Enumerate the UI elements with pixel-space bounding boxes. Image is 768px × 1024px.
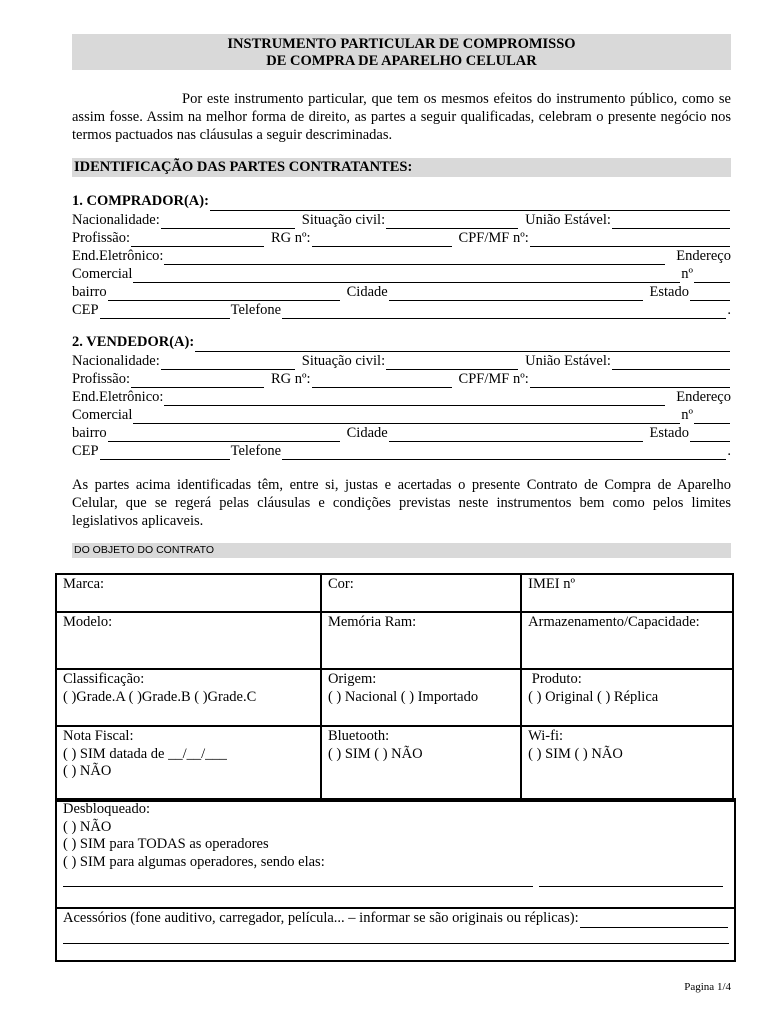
label-estado: Estado [649, 284, 689, 300]
label-cpf: CPF/MF nº: [458, 371, 529, 387]
comprador-estado-field[interactable] [690, 288, 730, 301]
label-bairro: bairro [72, 284, 107, 300]
comprador-situacao-civil-field[interactable] [386, 216, 518, 229]
comprador-heading: 1. COMPRADOR(A): [72, 193, 209, 209]
label-numero: nº [681, 407, 693, 423]
acessorios-label: Acessórios (fone auditivo, carregador, película... – informar se são originais ou réplicas): [63, 910, 579, 926]
label-estado: Estado [649, 425, 689, 441]
vendedor-row-5 [72, 424, 731, 442]
label-profissao: Profissão: [72, 230, 130, 246]
vendedor-telefone-field[interactable] [282, 447, 726, 460]
title-line-2: DE COMPRA DE APARELHO CELULAR [266, 53, 537, 69]
bluetooth-options[interactable]: ( ) SIM ( ) NÃO [327, 745, 423, 762]
vendedor-row-1 [72, 352, 731, 370]
label-cidade: Cidade [346, 425, 388, 441]
comprador-cidade-field[interactable] [389, 288, 643, 301]
operadoras-lines [63, 875, 729, 887]
comprador-profissao-field[interactable] [131, 234, 264, 247]
bluetooth-label: Bluetooth: [327, 728, 390, 744]
label-situacao-civil: Situação civil: [301, 212, 386, 228]
vendedor-numero-field[interactable] [694, 411, 730, 424]
wifi-cell [521, 726, 733, 801]
vendedor-row-6 [72, 442, 731, 460]
comprador-row-2 [72, 229, 731, 247]
section-identification-heading: IDENTIFICAÇÃO DAS PARTES CONTRATANTES: [72, 158, 731, 177]
page-number: Pagina 1/4 [684, 981, 731, 993]
label-end-eletronico: End.Eletrônico: [72, 248, 164, 264]
vendedor-name-field[interactable] [195, 339, 730, 352]
vendedor-heading-row [72, 332, 731, 352]
comprador-numero-field[interactable] [694, 270, 730, 283]
acessorios-box [55, 907, 736, 962]
title-line-1: INSTRUMENTO PARTICULAR DE COMPROMISSO [227, 36, 576, 52]
acessorios-field[interactable] [580, 915, 728, 928]
label-situacao-civil: Situação civil: [301, 353, 386, 369]
armazenamento-cell[interactable] [521, 612, 733, 669]
produto-options[interactable]: ( ) Original ( ) Réplica [528, 688, 659, 705]
comprador-heading-row [72, 191, 731, 211]
table-row [56, 726, 733, 801]
armazenamento-label: Armazenamento/Capacidade: [528, 614, 700, 630]
nota-fiscal-nao-option[interactable]: ( ) NÃO [63, 763, 112, 779]
comprador-name-field[interactable] [210, 198, 730, 211]
document-title [72, 34, 731, 70]
vendedor-estado-field[interactable] [690, 429, 730, 442]
period: . [727, 302, 731, 318]
vendedor-email-field[interactable] [164, 393, 665, 406]
nota-fiscal-label: Nota Fiscal: [63, 728, 134, 744]
outro-paragraph: As partes acima identificadas têm, entre si, justas e acertadas o presente Contrato de Compra de Aparelho Celular, que se regerá pelas cláusulas e condições previstas neste instrumentos bem como pelos limites legislativos aplicaveis. [72, 477, 731, 529]
vendedor-endereco-field[interactable] [133, 411, 680, 424]
nota-fiscal-cell [56, 726, 321, 801]
label-cidade: Cidade [346, 284, 388, 300]
modelo-cell[interactable] [56, 612, 321, 669]
label-comercial: Comercial [72, 407, 133, 423]
label-cep: CEP [72, 302, 99, 318]
origem-label: Origem: [327, 671, 377, 687]
label-rg: RG nº: [271, 230, 311, 246]
origem-options[interactable]: ( ) Nacional ( ) Importado [327, 688, 479, 705]
table-row [56, 574, 733, 612]
label-bairro: bairro [72, 425, 107, 441]
operadoras-field-1[interactable] [63, 875, 533, 887]
cor-label: Cor: [327, 576, 354, 592]
comprador-row-3 [72, 247, 731, 265]
desbloqueado-algumas-option[interactable]: ( ) SIM para algumas operadores, sendo elas: [63, 853, 325, 870]
vendedor-rg-field[interactable] [312, 375, 452, 388]
wifi-label: Wi-fi: [528, 728, 564, 744]
comprador-cpf-field[interactable] [530, 234, 730, 247]
vendedor-nacionalidade-field[interactable] [161, 357, 295, 370]
label-numero: nº [681, 266, 693, 282]
vendedor-cpf-field[interactable] [530, 375, 730, 388]
table-row [56, 612, 733, 669]
comprador-telefone-field[interactable] [282, 306, 726, 319]
label-comercial: Comercial [72, 266, 133, 282]
nota-fiscal-sim-option[interactable]: ( ) SIM datada de __/__/___ [63, 745, 227, 762]
period: . [727, 443, 731, 459]
bluetooth-cell [321, 726, 521, 801]
label-endereco: Endereço [676, 389, 731, 405]
desbloqueado-todas-option[interactable]: ( ) SIM para TODAS as operadores [63, 836, 269, 852]
label-profissao: Profissão: [72, 371, 130, 387]
produto-label: Produto: [528, 671, 582, 687]
vendedor-cep-field[interactable] [100, 447, 230, 460]
table-row [56, 669, 733, 726]
acessorios-field-2[interactable] [63, 932, 729, 944]
modelo-label: Modelo: [63, 614, 113, 630]
wifi-options[interactable]: ( ) SIM ( ) NÃO [528, 745, 623, 762]
memoria-label: Memória Ram: [327, 614, 417, 630]
vendedor-row-4 [72, 406, 731, 424]
marca-label: Marca: [63, 576, 105, 592]
vendedor-heading: 2. VENDEDOR(A): [72, 334, 195, 350]
acessorios-row [63, 910, 729, 928]
vendedor-bairro-field[interactable] [108, 429, 340, 442]
label-telefone: Telefone [230, 443, 282, 459]
vendedor-profissao-field[interactable] [131, 375, 264, 388]
object-table [55, 573, 734, 802]
origem-cell [321, 669, 521, 726]
comprador-uniao-estavel-field[interactable] [612, 216, 730, 229]
comprador-nacionalidade-field[interactable] [161, 216, 295, 229]
label-cpf: CPF/MF nº: [458, 230, 529, 246]
label-telefone: Telefone [230, 302, 282, 318]
classificacao-label: Classificação: [63, 671, 145, 687]
imei-cell[interactable] [521, 574, 733, 612]
cor-cell[interactable] [321, 574, 521, 612]
comprador-rg-field[interactable] [312, 234, 452, 247]
label-uniao-estavel: União Estável: [525, 353, 611, 369]
label-cep: CEP [72, 443, 99, 459]
comprador-row-4 [72, 265, 731, 283]
label-uniao-estavel: União Estável: [525, 212, 611, 228]
desbloqueado-label: Desbloqueado: [63, 801, 150, 817]
comprador-row-6 [72, 301, 731, 319]
vendedor-uniao-estavel-field[interactable] [612, 357, 730, 370]
vendedor-block [72, 332, 731, 460]
operadoras-field-2[interactable] [539, 875, 723, 887]
vendedor-situacao-civil-field[interactable] [386, 357, 518, 370]
desbloqueado-box [55, 798, 736, 909]
label-end-eletronico: End.Eletrônico: [72, 389, 164, 405]
intro-text: Por este instrumento particular, que tem os mesmos efeitos do instrumento público, como se assim fosse. Assim na melhor forma de direito, as partes a seguir qualificadas, celebram o presente negócio nos termos pactuados nas cláusulas a seguir descriminadas. [72, 91, 731, 143]
object-heading: DO OBJETO DO CONTRATO [72, 543, 731, 558]
label-nacionalidade: Nacionalidade: [72, 212, 160, 228]
memoria-cell[interactable] [321, 612, 521, 669]
comprador-row-1 [72, 211, 731, 229]
vendedor-row-3 [72, 388, 731, 406]
classificacao-options[interactable]: ( )Grade.A ( )Grade.B ( )Grade.C [63, 688, 257, 705]
comprador-bairro-field[interactable] [108, 288, 340, 301]
intro-paragraph [72, 90, 731, 144]
comprador-block [72, 191, 731, 319]
comprador-email-field[interactable] [164, 252, 665, 265]
comprador-cep-field[interactable] [100, 306, 230, 319]
label-nacionalidade: Nacionalidade: [72, 353, 160, 369]
comprador-endereco-field[interactable] [133, 270, 680, 283]
label-rg: RG nº: [271, 371, 311, 387]
label-endereco: Endereço [676, 248, 731, 264]
imei-label: IMEI nº [528, 576, 575, 592]
produto-cell [521, 669, 733, 726]
marca-cell[interactable] [56, 574, 321, 612]
classificacao-cell [56, 669, 321, 726]
vendedor-cidade-field[interactable] [389, 429, 643, 442]
comprador-row-5 [72, 283, 731, 301]
vendedor-row-2 [72, 370, 731, 388]
desbloqueado-nao-option[interactable]: ( ) NÃO [63, 818, 112, 835]
